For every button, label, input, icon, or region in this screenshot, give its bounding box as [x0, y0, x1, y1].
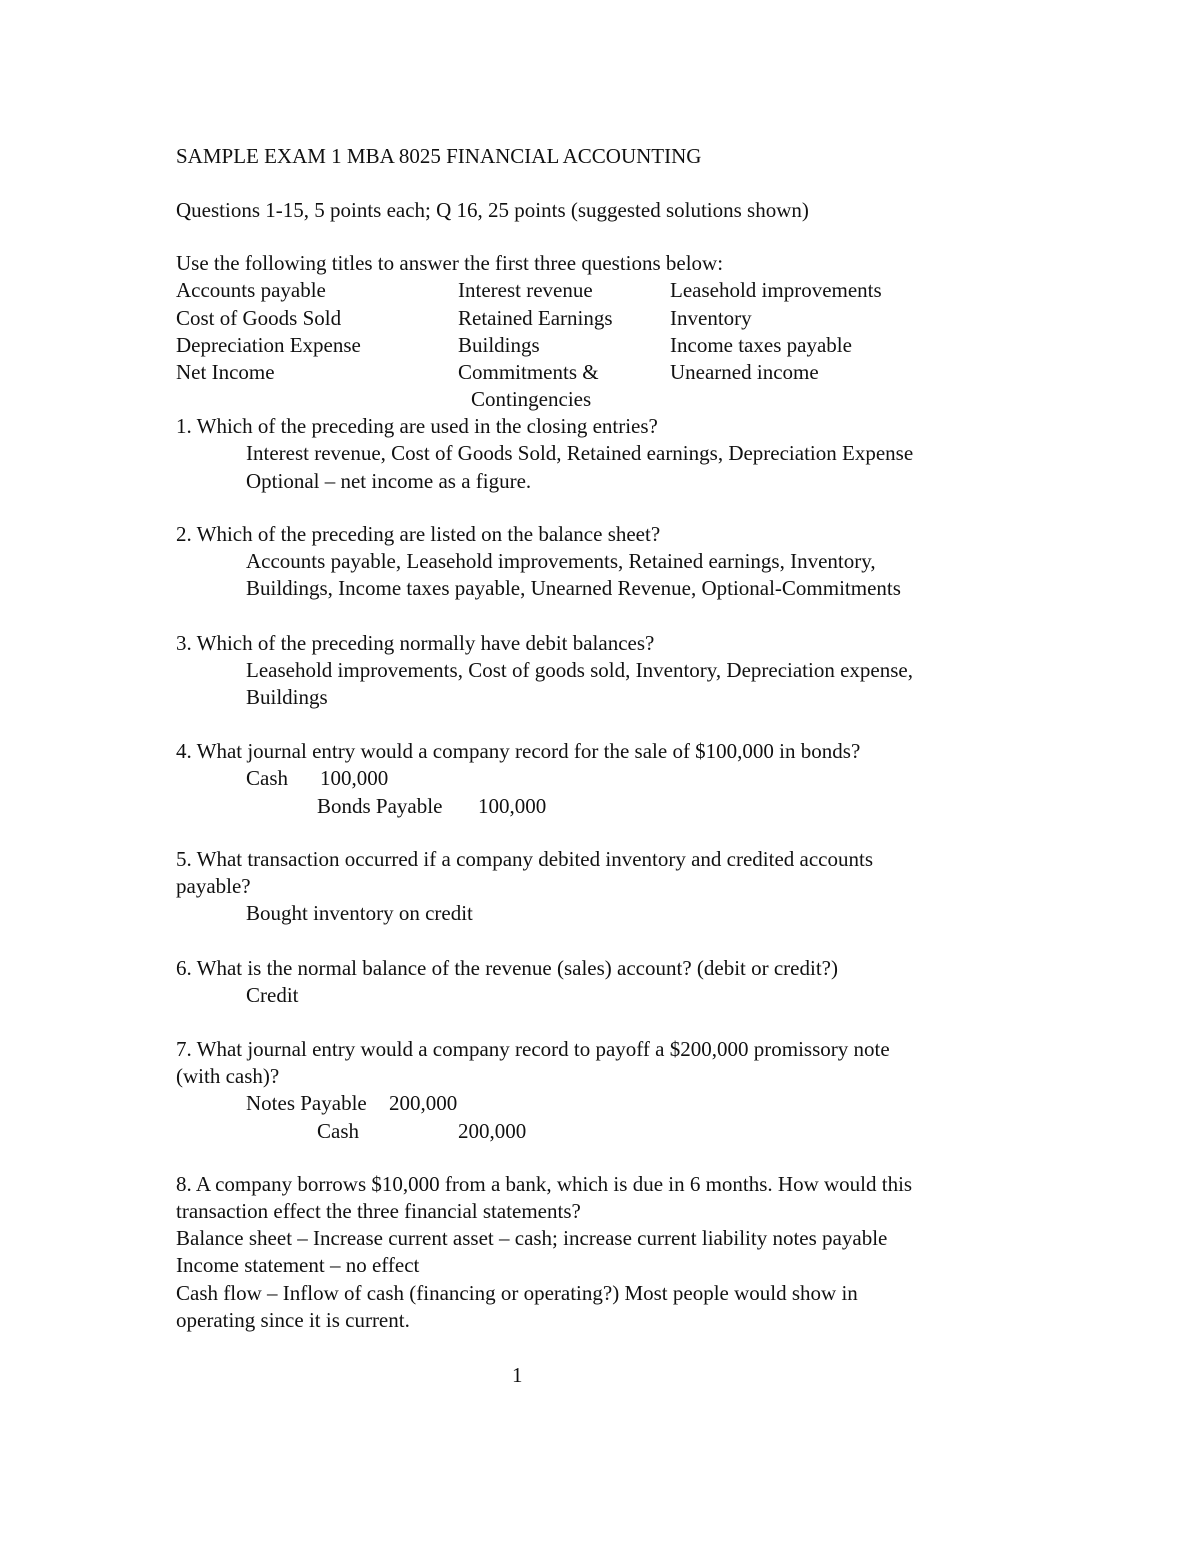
page-number: 1 — [512, 1363, 523, 1387]
answer-line: Income statement – no effect — [176, 1253, 420, 1277]
titles-cell: Cost of Goods Sold — [176, 306, 342, 330]
journal-credit-account: Cash — [317, 1119, 359, 1143]
answer-line: Cash flow – Inflow of cash (financing or operating?) Most people would show in — [176, 1281, 858, 1305]
question-text: transaction effect the three financial statements? — [176, 1199, 581, 1223]
journal-credit-account: Bonds Payable — [317, 794, 443, 818]
titles-cell-continuation: Contingencies — [471, 387, 592, 411]
titles-cell: Inventory — [670, 306, 752, 330]
titles-cell: Accounts payable — [176, 278, 326, 302]
titles-intro: Use the following titles to answer the first three questions below: — [176, 251, 724, 275]
titles-cell: Net Income — [176, 360, 275, 384]
question-text: 3. Which of the preceding normally have debit balances? — [176, 631, 655, 655]
answer-line: Balance sheet – Increase current asset – cash; increase current liability notes payable — [176, 1226, 888, 1250]
answer-line: Credit — [246, 983, 299, 1007]
journal-debit-amount: 100,000 — [320, 766, 389, 790]
titles-cell: Retained Earnings — [458, 306, 613, 330]
question-text: payable? — [176, 874, 251, 898]
journal-credit-amount: 200,000 — [458, 1119, 527, 1143]
journal-debit-account: Cash — [246, 766, 288, 790]
answer-line: Optional – net income as a figure. — [246, 469, 532, 493]
question-text: 1. Which of the preceding are used in the closing entries? — [176, 414, 658, 438]
document-subtitle: Questions 1-15, 5 points each; Q 16, 25 points (suggested solutions shown) — [176, 198, 809, 222]
titles-cell: Buildings — [458, 333, 540, 357]
titles-cell: Commitments & — [458, 360, 599, 384]
journal-credit-amount: 100,000 — [478, 794, 547, 818]
answer-line: Buildings, Income taxes payable, Unearned Revenue, Optional-Commitments — [246, 576, 901, 600]
journal-debit-account: Notes Payable — [246, 1091, 367, 1115]
answer-line: Accounts payable, Leasehold improvements, Retained earnings, Inventory, — [246, 549, 876, 573]
titles-cell: Income taxes payable — [670, 333, 852, 357]
titles-cell: Unearned income — [670, 360, 819, 384]
answer-line: operating since it is current. — [176, 1308, 410, 1332]
question-text: 5. What transaction occurred if a company debited inventory and credited accounts — [176, 847, 874, 871]
answer-line: Buildings — [246, 685, 328, 709]
document-title: SAMPLE EXAM 1 MBA 8025 FINANCIAL ACCOUNTING — [176, 144, 702, 168]
answer-line: Leasehold improvements, Cost of goods sold, Inventory, Depreciation expense, — [246, 658, 913, 682]
titles-cell: Leasehold improvements — [670, 278, 882, 302]
question-text: 2. Which of the preceding are listed on the balance sheet? — [176, 522, 661, 546]
question-text: 8. A company borrows $10,000 from a bank, which is due in 6 months. How would this — [176, 1172, 913, 1196]
titles-cell: Depreciation Expense — [176, 333, 361, 357]
question-text: 4. What journal entry would a company record for the sale of $100,000 in bonds? — [176, 739, 861, 763]
journal-debit-amount: 200,000 — [389, 1091, 458, 1115]
question-text: (with cash)? — [176, 1064, 280, 1088]
answer-line: Interest revenue, Cost of Goods Sold, Retained earnings, Depreciation Expense — [246, 441, 914, 465]
question-text: 6. What is the normal balance of the revenue (sales) account? (debit or credit?) — [176, 956, 838, 980]
titles-cell: Interest revenue — [458, 278, 593, 302]
answer-line: Bought inventory on credit — [246, 901, 473, 925]
question-text: 7. What journal entry would a company record to payoff a $200,000 promissory note — [176, 1037, 890, 1061]
